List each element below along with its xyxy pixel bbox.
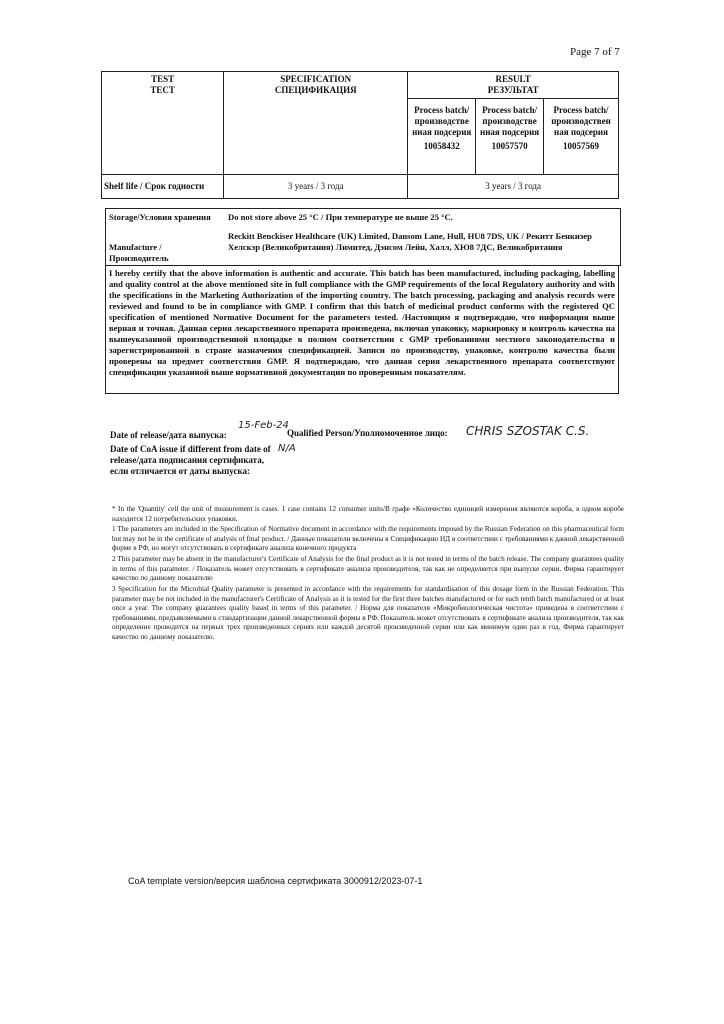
release-date-value: 15-Feb-24 <box>238 420 289 431</box>
shelf-life-label: Shelf life / Срок годности <box>102 175 224 199</box>
storage-manufacturer-box <box>105 208 621 266</box>
batch-cell-1 <box>408 99 476 175</box>
results-table <box>101 71 619 199</box>
batch-label: Process batch/ производстве нная подсерия <box>412 105 472 137</box>
spec-header-ru: СПЕЦИФИКАЦИЯ <box>274 85 357 95</box>
coa-issue-label: Date of CoA issue if different from date of release/дата подписания сертификата, если отличается от даты выпуска: <box>110 444 271 476</box>
test-header-ru: ТЕСТ <box>150 85 175 95</box>
footnote: * In the 'Quantity' cell the unit of measurement is cases. 1 case contains 12 consumer units/В графе «Количество единицей измерения являются короба, в одном коробе находится 12 потребительских упаковки. <box>112 505 624 523</box>
batch-cell-2 <box>476 99 544 175</box>
batch-number: 10057570 <box>491 141 528 151</box>
template-version-footer: CoA template version/версия шаблона сертификата 3000912/2023-07-1 <box>128 876 423 886</box>
batch-cell-3 <box>544 99 619 175</box>
spec-header: SPECIFICATION <box>280 74 352 84</box>
batch-number: 10057569 <box>563 141 600 151</box>
footnote: 3 Specification for the Microbial Quality parameter is presented in accordance with the requirements for standardisation of this dosage form in the Russian Federation. This parameter may be not included in the manufacturer's Certificate of Analysis as it is tested for the first three batches manufactured or for each tenth batch manufactured or at least once a year. The company guarantees quality based in terms of this parameter. / Норма для показателя «Микробиологическая чистота» приведена в соответствии с требованиями, предъявляемыми к стандартизации данной лекарственной формы в РФ. Показатель может отсутствовать в сертификате анализа производителя, так как определение проводится на первых трех произведенных сериях или каждой десятой произведенной серии или как минимум один раз в год. Фирма гарантирует качество по данному показателю. <box>112 585 624 641</box>
test-header-cell <box>102 72 224 175</box>
footnote: 1 The parameters are included in the Specification of Normative document in accordance with the requirements imposed by the Russian Federation on this pharmaceutical form but may not be in the certificate of analysis of final product. / Данные показатели включены в Спецификацию НД в соответствии с требованиями к данной лекарственной форме в РФ, но могут отсутствовать в сертификате анализа конечного продукта <box>112 525 624 553</box>
test-header: TEST <box>151 74 175 84</box>
batch-label: Process batch/ производствен ная подсерия <box>551 105 611 137</box>
qualified-person-signature: CHRIS SZOSTAK C.S. <box>466 424 590 438</box>
shelf-life-result: 3 years / 3 года <box>408 175 619 199</box>
result-header-cell <box>408 72 619 99</box>
batch-label: Process batch/ производстве нная подсерия <box>480 105 540 137</box>
page-number: Page 7 of 7 <box>570 46 620 58</box>
storage-value: Do not store above 25 °C / При температуре не выше 25 °C. <box>228 212 453 222</box>
coa-issue-value: N/A <box>278 443 296 454</box>
manufacturer-value: Reckitt Benckiser Healthcare (UK) Limited, Dansom Lane, Hull, HU8 7DS, UK / Рекитт Бенкизер Хелскэр (Великобритания) Лимитед, Дэнсом Лейн, Халл, ХЮ8 7ДС, Великобритания <box>228 231 592 252</box>
result-header: RESULT <box>495 74 531 84</box>
batch-number: 10058432 <box>423 141 460 151</box>
manufacturer-label: Manufacture / Производитель <box>109 242 169 263</box>
storage-label: Storage/Условия хранения <box>109 212 211 222</box>
qualified-person-label: Qualified Person/Уполномоченное лицо: <box>287 428 448 438</box>
shelf-life-spec: 3 years / 3 года <box>224 175 408 199</box>
certification-statement: I hereby certify that the above information is authentic and accurate. This batch has been manufactured, including packaging, labelling and quality control at the above mentioned site in full compliance with the GMP requirements of the local Regulatory authority and with the specifications in the Marketing Authorization of the importing country. The batch processing, packaging and analysis records were reviewed and found to be in compliance with GMP. I confirm that this batch of medicinal product conforms with the registered QC specification of mentioned Normative Document for the parameters tested. /Настоящим я подтверждаю, что информация выше верная и точная. Данная серия лекарственного препарата произведена, включая упаковку, маркировку и контроль качества на вышеуказанной производственной площадке в полном соответствии с GMP требованиями местного законодательства и зарегистрированной в стране назначения спецификацией. Записи по производству, упаковке, контролю качества были проверены на предмет соответствия GMP. Я подтверждаю, что данная серия лекарственного препарата соответствуют спецификации указанной выше нормативной документации по проверенным показателям. <box>105 265 619 394</box>
spec-header-cell <box>224 72 408 175</box>
release-date-label: Date of release/дата выпуска: <box>110 430 227 440</box>
result-header-ru: РЕЗУЛЬТАТ <box>487 85 539 95</box>
footnote: 2 This parameter may be absent in the manufacturer's Certificate of Analysis for the final product as it is not tested in terms of the batch release. The company guarantees quality in terms of this parameter. / Показатель может отсутствовать в сертификате анализа производителя, так как не определяется при выпуске серии. Фирма гарантирует качество по данному показателю <box>112 555 624 583</box>
